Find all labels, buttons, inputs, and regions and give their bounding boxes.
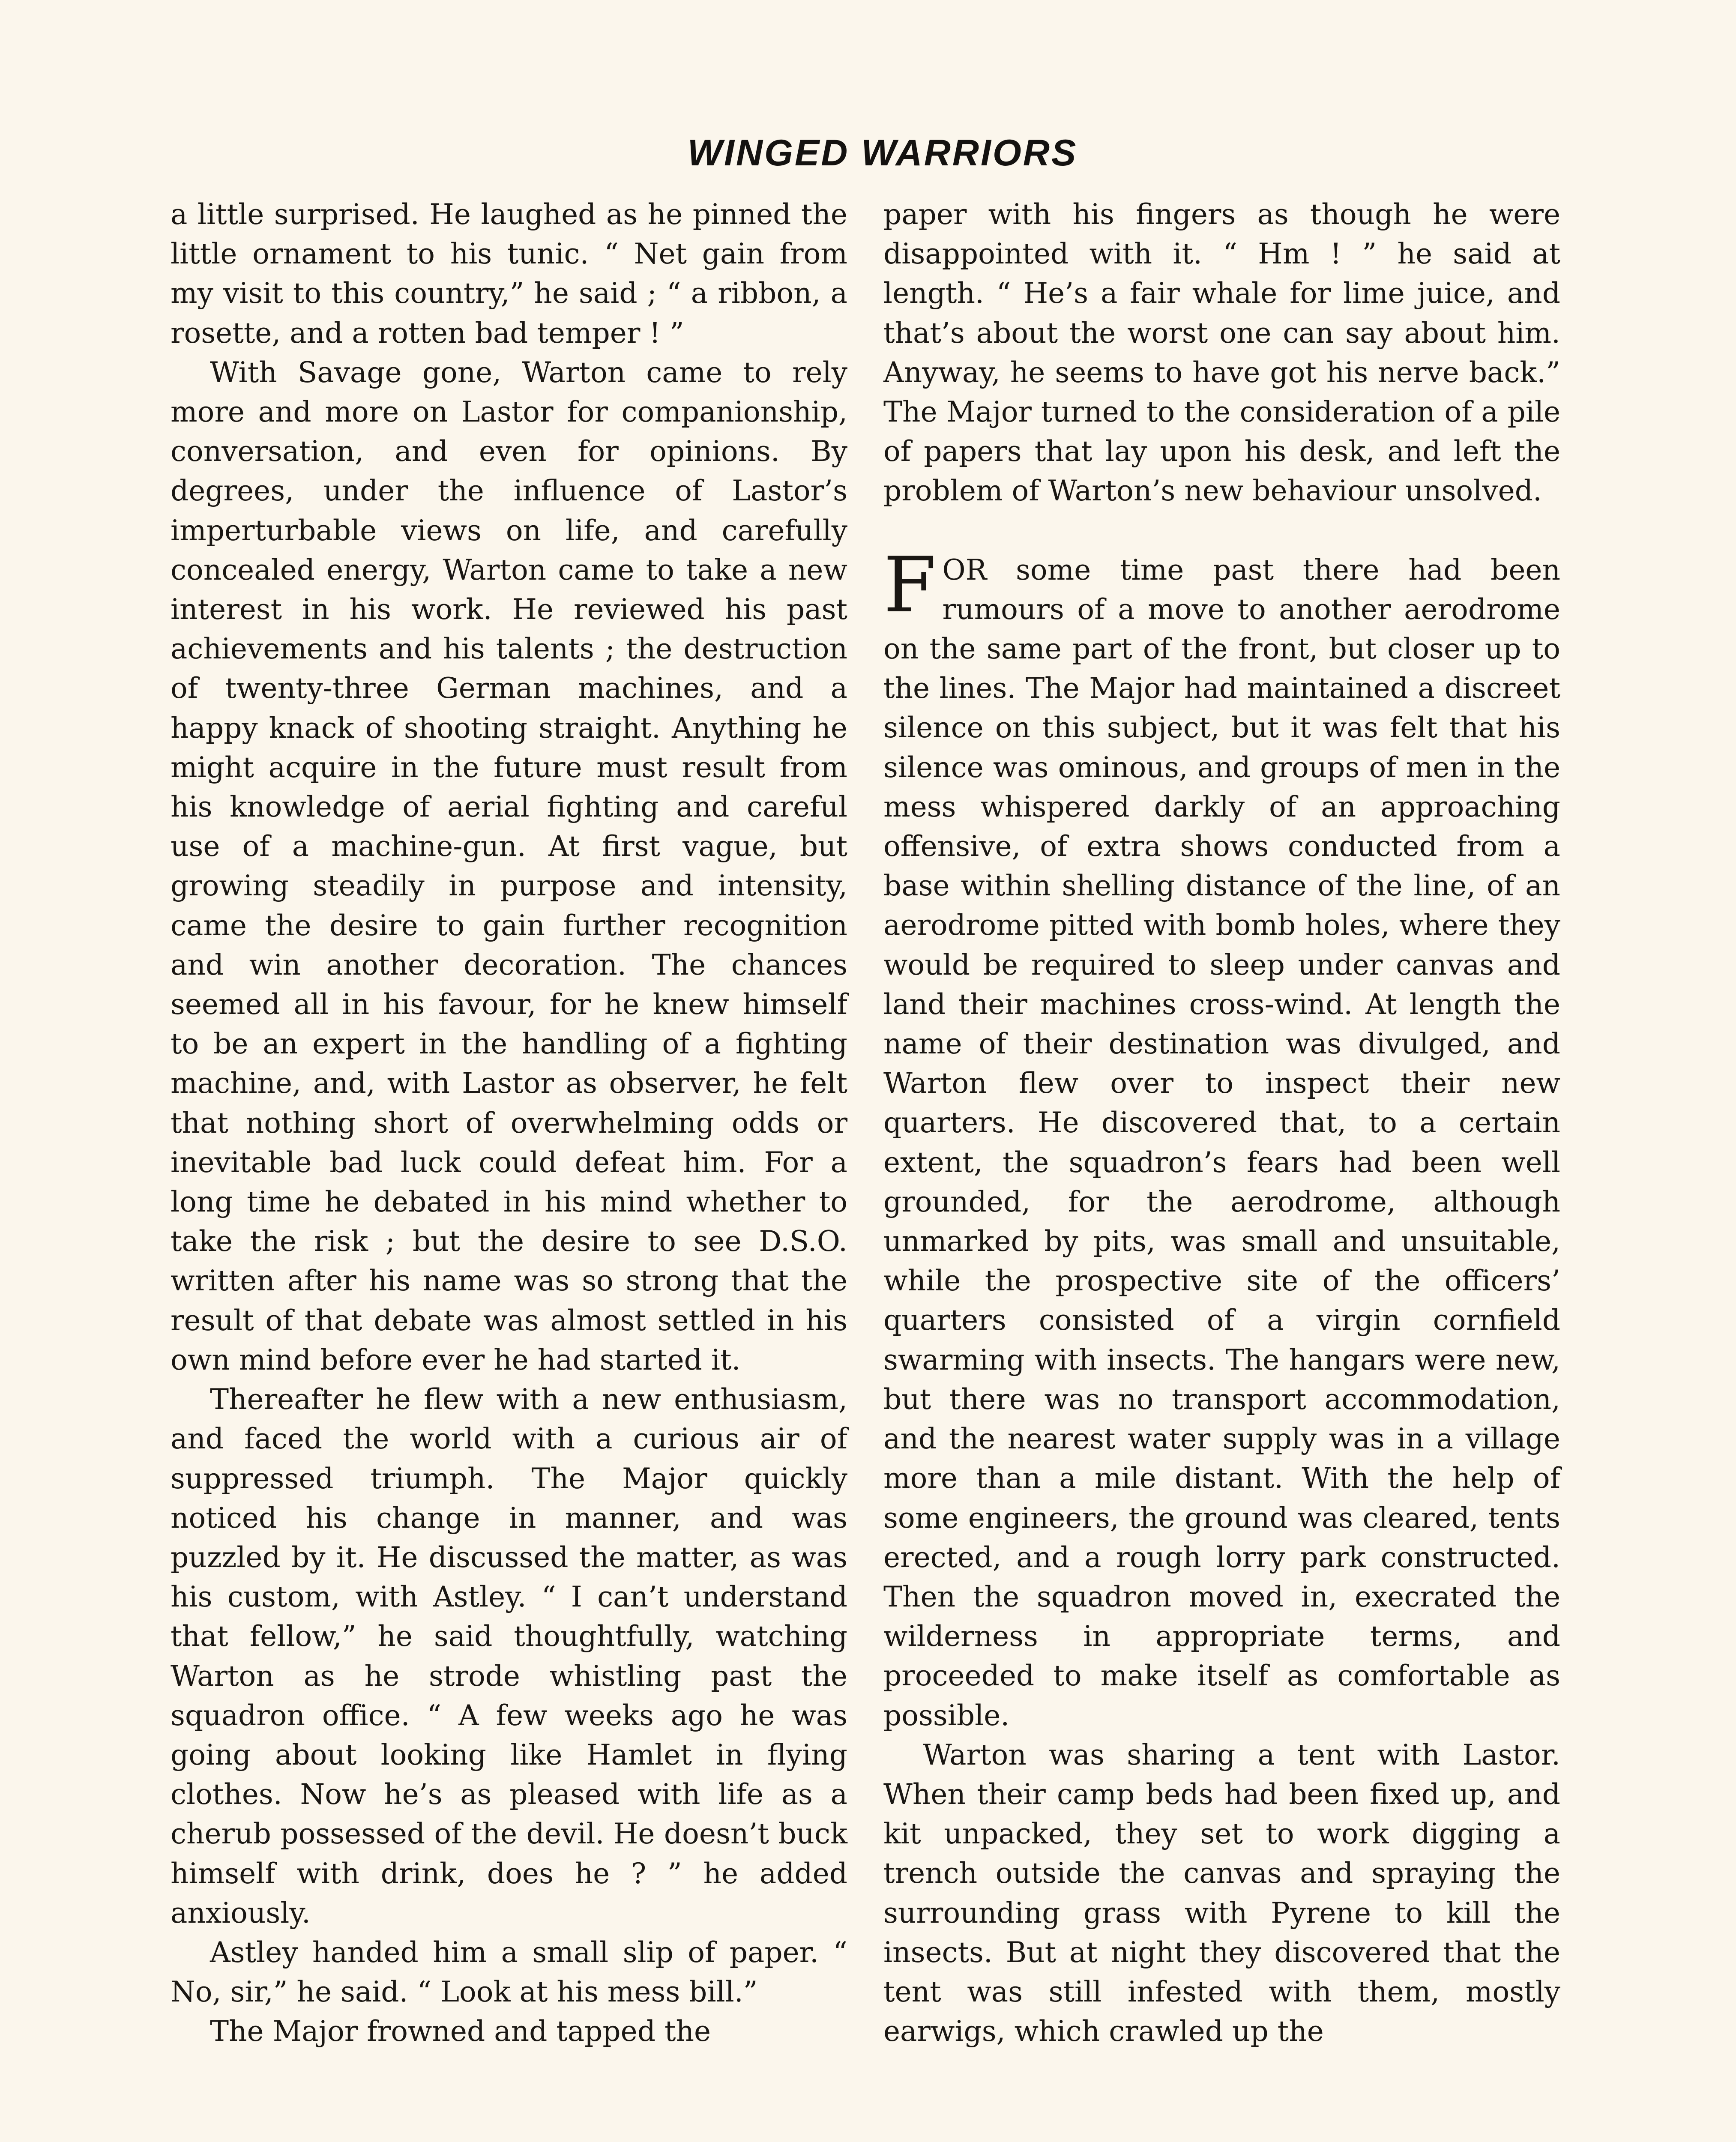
paragraph: Warton was sharing a tent with Lastor. When their camp beds had been fixed up, and kit unpacked, they set to work digging a trench outside the canvas and spraying the surrounding grass with Pyrene to kill the insects. But at night they discovered that the tent was still infested with them, mostly earwigs, which crawled up the	[883, 1738, 1560, 2048]
paragraph: paper with his fingers as though he were disappointed with it. “ Hm ! ” he said at length. “ He’s a fair whale for lime juice, and that’s about the worst one can say about him. Anyway, he seems to have got his nerve back.” The Major turned to the consideration of a pile of papers that lay upon his desk, and left the problem of Warton’s new behaviour unsolved.	[883, 198, 1560, 508]
right-column	[883, 195, 1560, 2051]
paragraph: Thereafter he flew with a new enthusiasm, and faced the world with a curious air of suppressed triumph. The Major quickly noticed his change in manner, and was puzzled by it. He discussed the matter, as was his custom, with Astley. “ I can’t understand that fellow,” he said thoughtfully, watching Warton as he strode whistling past the squadron office. “ A few weeks ago he was going about looking like Hamlet in flying clothes. Now he’s as pleased with life as a cherub possessed of the devil. He doesn’t buck himself with drink, does he ? ” he added anxiously.	[171, 1383, 847, 1930]
paragraph: The Major frowned and tapped the	[210, 2015, 711, 2048]
drop-cap: F	[883, 540, 937, 629]
paragraph: a little surprised. He laughed as he pinned the little ornament to his tunic. “ Net gain from my visit to this country,” he said ; “ a ribbon, a rosette, and a rotten bad temper ! ”	[171, 198, 847, 350]
left-column	[171, 195, 847, 2052]
paragraph-text: OR some time past there had been rumours of a move to another aerodrome on the same part of the front, but closer up to the lines. The Major had maintained a discreet silence on this subject, but it was felt that his silence was ominous, and groups of men in the mess whispered darkly of an approaching offensive, of extra shows conducted from a base within shelling distance of the line, of an aerodrome pitted with bomb holes, where they would be required to sleep under canvas and land their machines cross-wind. At length the name of their destination was divulged, and Warton flew over to inspect their new quarters. He discovered that, to a certain extent, the squadron’s fears had been well grounded, for the aerodrome, although unmarked by pits, was small and unsuitable, while the prospective site of the officers’ quarters consisted of a virgin cornfield swarming with insects. The hangars were new, but there was no transport accommodation, and the nearest water supply was in a village more than a mile distant. With the help of some engineers, the ground was cleared, tents erected, and a rough lorry park constructed. Then the squadron moved in, execrated the wilderness in appropriate terms, and proceeded to make itself as comfortable as possible.	[883, 553, 1560, 1732]
paragraph: With Savage gone, Warton came to rely more and more on Lastor for companionship, conversation, and even for opinions. By degrees, under the influence of Lastor’s imperturbable views on life, and carefully concealed energy, Warton came to take a new interest in his work. He reviewed his past achievements and his talents ; the destruction of twenty-three German machines, and a happy knack of shooting straight. Anything he might acquire in the future must result from his knowledge of aerial fighting and careful use of a machine-gun. At first vague, but growing steadily in purpose and intensity, came the desire to gain further recognition and win another decoration. The chances seemed all in his favour, for he knew himself to be an expert in the handling of a fighting machine, and, with Lastor as observer, he felt that nothing short of overwhelming odds or inevitable bad luck could defeat him. For a long time he debated in his mind whether to take the risk ; but the desire to see D.S.O. written after his name was so strong that the result of that debate was almost settled in his own mind before ever he had started it.	[171, 356, 847, 1376]
paragraph: Astley handed him a small slip of paper. “ No, sir,” he said. “ Look at his mess bill.”	[171, 1936, 847, 2009]
running-header: WINGED WARRIORS	[687, 132, 1078, 174]
section-opening-paragraph	[883, 540, 1560, 1735]
